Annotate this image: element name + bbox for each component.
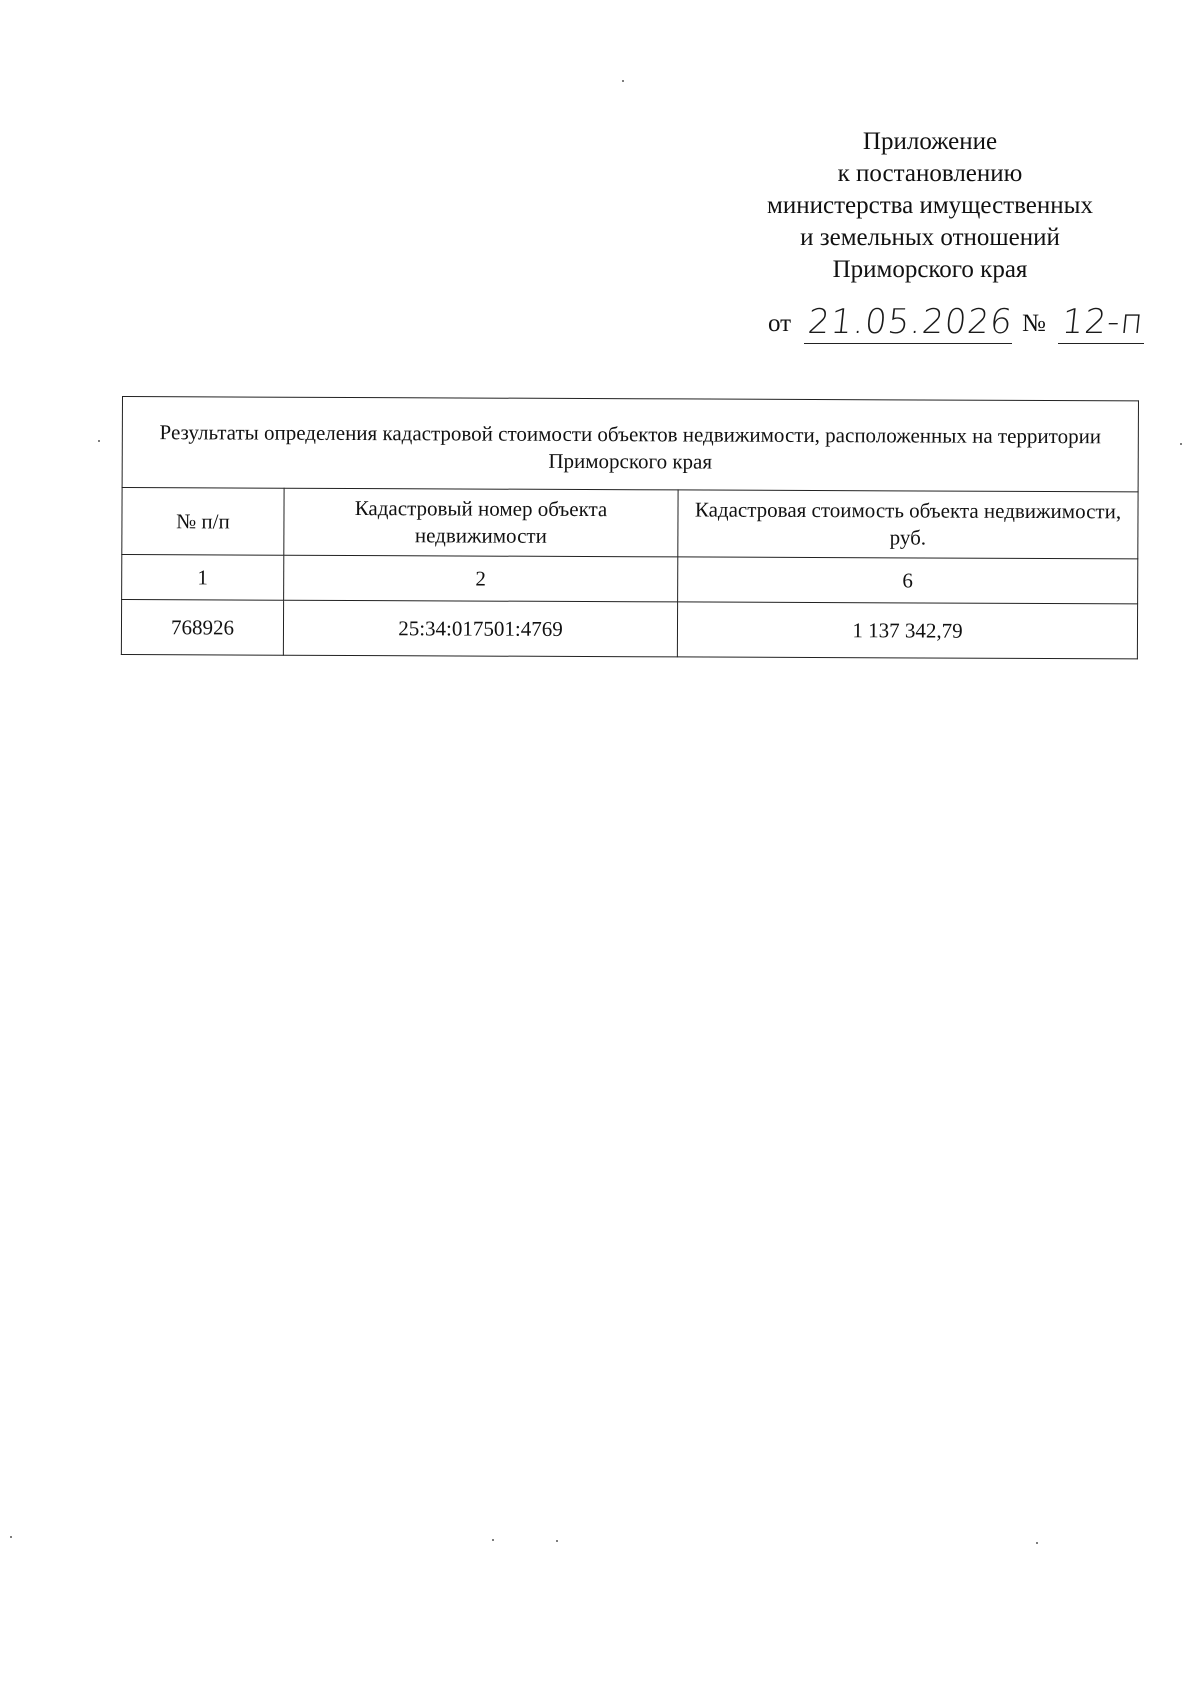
appendix-header [710,126,1150,286]
header-line: и земельных отношений [800,224,1060,251]
handwritten-number: 12-п [1059,302,1146,342]
cadastral-number-cell: 25:34:017501:4769 [283,600,677,657]
cadastral-results-table-wrap [121,396,1138,659]
header-row-number: № п/п [122,488,284,556]
scan-speck [10,1536,12,1538]
scan-speck [98,440,100,442]
table-row [121,600,1137,659]
number-prefix: № [1022,310,1046,337]
handwritten-date: 21.05.2026 [805,302,1015,342]
row-number-cell: 768926 [121,600,283,656]
number-underline [1058,343,1144,344]
scan-speck [1180,443,1182,445]
column-number-3: 6 [678,557,1138,604]
header-cadastral-number: Кадастровый номер объекта недвижимости [284,488,678,557]
date-underline [804,343,1012,344]
scan-speck [492,1539,494,1541]
scan-speck [1036,1542,1038,1544]
scan-speck [622,80,624,82]
column-number-1: 1 [122,555,284,601]
header-line: к постановлению [837,160,1023,187]
header-cadastral-value: Кадастровая стоимость объекта недвижимости, руб. [678,490,1138,559]
date-number-line [768,296,1148,344]
header-line: Приморского края [832,256,1028,283]
scan-speck [556,1540,558,1542]
cadastral-results-table [121,396,1139,659]
column-number-2: 2 [284,555,678,602]
table-caption: Результаты определения кадастровой стоимости объектов недвижимости, расположенных на территории Приморского края [122,397,1138,492]
header-line: министерства имущественных [767,192,1093,219]
cadastral-value-cell: 1 137 342,79 [677,602,1137,659]
date-prefix: от [768,310,792,337]
header-line: Приложение [862,128,998,155]
